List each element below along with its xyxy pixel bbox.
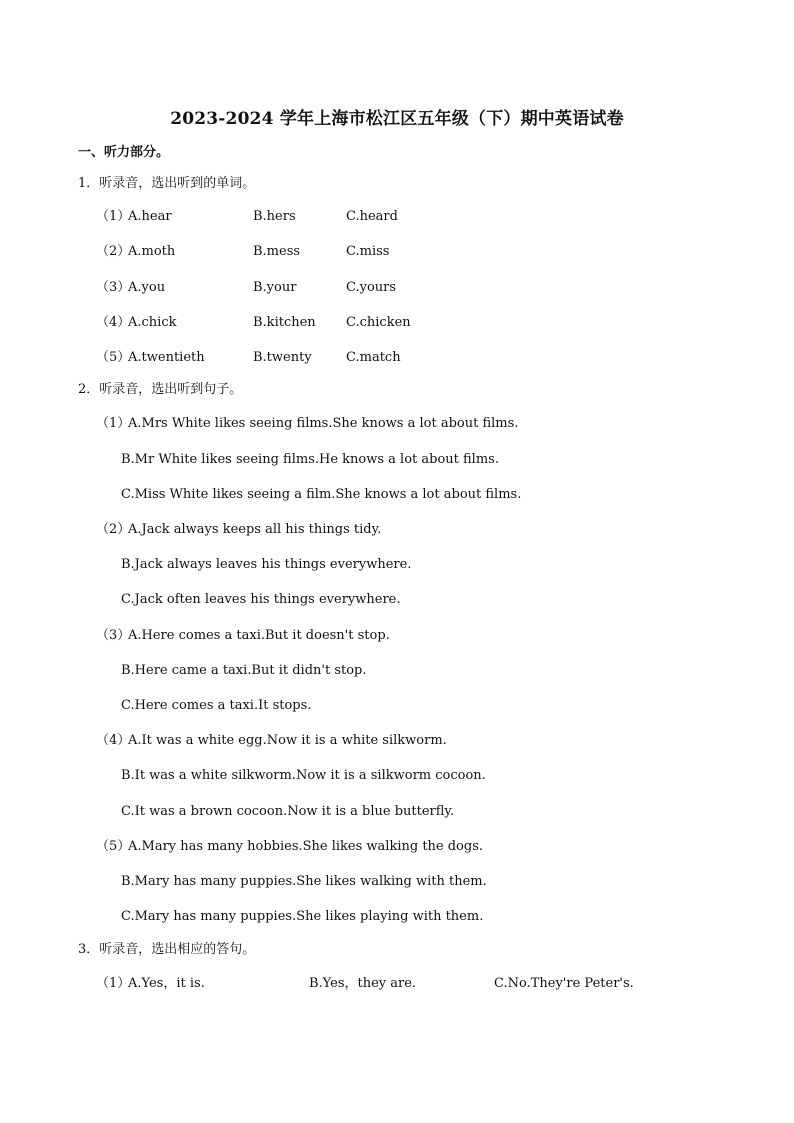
option-b: B.Jack always leaves his things everywhere. xyxy=(121,557,412,572)
option-c: C.Mary has many puppies.She likes playing with them. xyxy=(121,909,484,924)
option-a: A.It was a white egg.Now it is a white silkworm. xyxy=(128,733,447,748)
option-a: A.Mrs White likes seeing films.She knows a lot about films. xyxy=(128,416,519,431)
item-number: （2） xyxy=(96,244,131,259)
item-number: （4） xyxy=(96,315,131,330)
option-b: B.mess xyxy=(253,244,301,259)
option-a: A.chick xyxy=(128,315,177,330)
option-b: B.your xyxy=(253,280,297,295)
item-number: （3） xyxy=(96,628,131,643)
option-c: C.miss xyxy=(346,244,390,259)
question-3-stem: 3．听录音，选出相应的答句。 xyxy=(78,942,256,957)
option-c: C.Here comes a taxi.It stops. xyxy=(121,698,312,713)
item-number: （1） xyxy=(96,209,131,224)
option-a: A.twentieth xyxy=(128,350,205,365)
option-c: C.chicken xyxy=(346,315,411,330)
option-b: B.Mary has many puppies.She likes walking with them. xyxy=(121,874,487,889)
option-c: C.yours xyxy=(346,280,397,295)
question-2-stem: 2．听录音，选出听到句子。 xyxy=(78,382,243,397)
item-number: （5） xyxy=(96,350,131,365)
option-a: A.moth xyxy=(128,244,176,259)
item-number: （1） xyxy=(96,416,131,431)
question-1-stem: 1．听录音，选出听到的单词。 xyxy=(78,176,256,191)
option-b: B.It was a white silkworm.Now it is a silkworm cocoon. xyxy=(121,768,486,783)
option-b: B.hers xyxy=(253,209,296,224)
option-c: C.No.They're Peter's. xyxy=(494,976,634,991)
option-b: B.kitchen xyxy=(253,315,316,330)
item-number: （4） xyxy=(96,733,131,748)
option-c: C.heard xyxy=(346,209,398,224)
item-number: （1） xyxy=(96,976,131,991)
option-b: B.twenty xyxy=(253,350,312,365)
item-number: （2） xyxy=(96,522,131,537)
option-c: C.Jack often leaves his things everywhere. xyxy=(121,592,401,607)
option-a: A.hear xyxy=(128,209,172,224)
option-a: A.Jack always keeps all his things tidy. xyxy=(128,522,382,537)
option-c: C.It was a brown cocoon.Now it is a blue butterfly. xyxy=(121,804,455,819)
option-c: C.Miss White likes seeing a film.She knows a lot about films. xyxy=(121,487,522,502)
option-b: B.Here came a taxi.But it didn't stop. xyxy=(121,663,367,678)
item-number: （5） xyxy=(96,839,131,854)
exam-title: 2023-2024 学年上海市松江区五年级（下）期中英语试卷 xyxy=(170,109,624,129)
option-b: B.Mr White likes seeing films.He knows a lot about films. xyxy=(121,452,499,467)
option-b: B.Yes，they are. xyxy=(309,976,417,991)
section-listening-heading: 一、听力部分。 xyxy=(78,145,170,160)
option-a: A.Mary has many hobbies.She likes walking the dogs. xyxy=(128,839,484,854)
option-a: A.you xyxy=(128,280,166,295)
item-number: （3） xyxy=(96,280,131,295)
option-a: A.Here comes a taxi.But it doesn't stop. xyxy=(128,628,390,643)
option-c: C.match xyxy=(346,350,401,365)
option-a: A.Yes，it is. xyxy=(128,976,205,991)
